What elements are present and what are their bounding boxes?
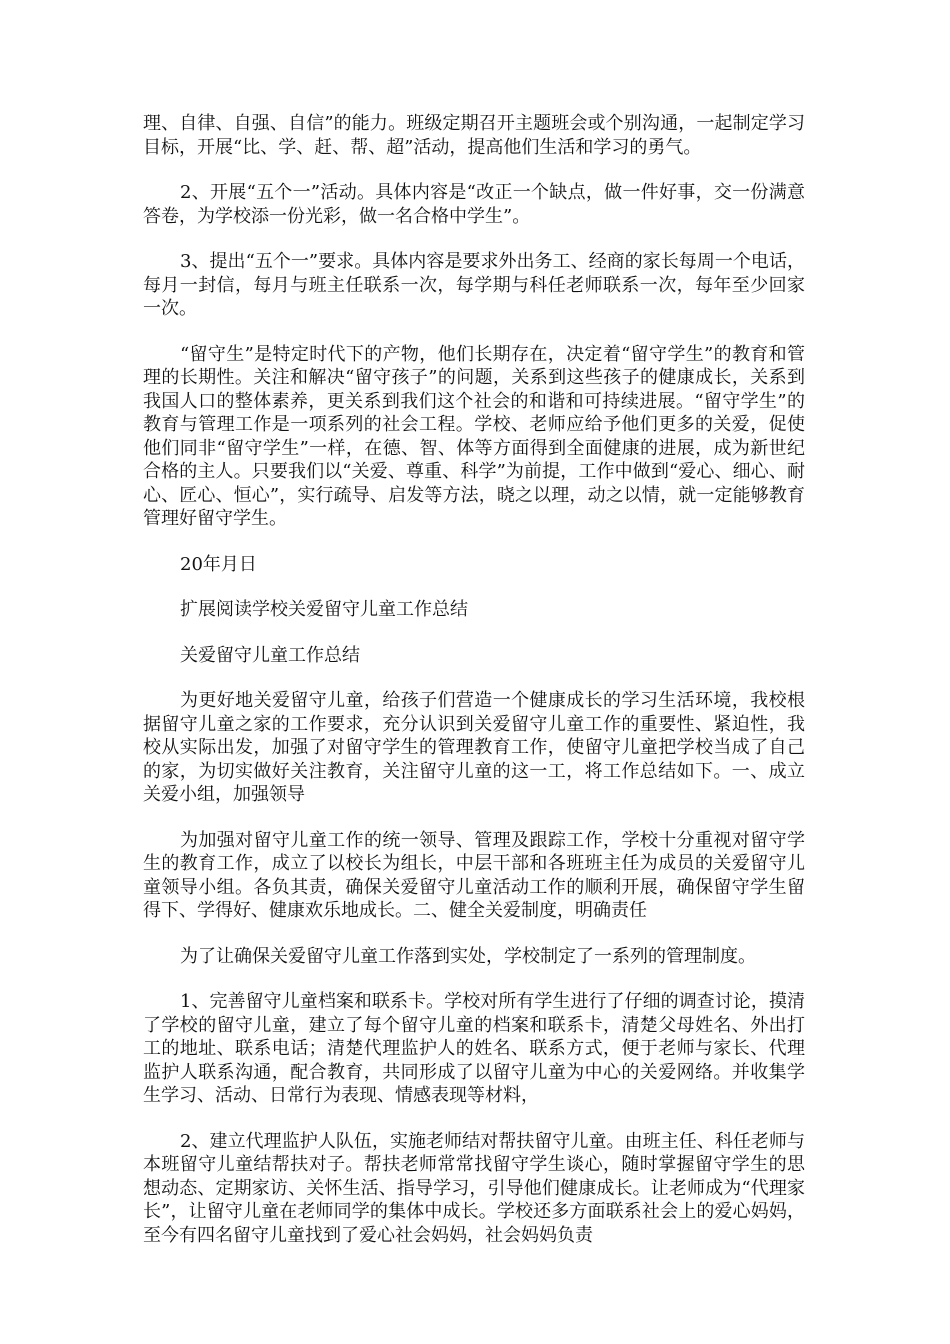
paragraph-conclusion: “留守生”是特定时代下的产物，他们长期存在，决定着“留守学生”的教育和管理的长期性。关注和解决“留守孩子”的问题，关系到这些孩子的健康成长，关系到我国人口的整体素养，更关系到我们这个社会的和谐和可持续进展。“留守学生”的教育与管理工作是一项系列的社会工程。学校、老师应给予他们更多的关爱，促使他们同非“留守学生”一样，在德、智、体等方面得到全面健康的进展，成为新世纪合格的主人。只要我们以“关爱、尊重、科学”为前提，工作中做到“爱心、细心、耐心、匠心、恒心”，实行疏导、启发等方法，晓之以理，动之以情，就一定能够教育管理好留守学生。 (143, 343, 805, 529)
paragraph-summary-title: 关爱留守儿童工作总结 (180, 644, 360, 666)
paragraph-leadership-group: 为加强对留守儿童工作的统一领导、管理及跟踪工作，学校十分重视对留守学生的教育工作，成立了以校长为组长，中层干部和各班班主任为成员的关爱留守儿童领导小组。各负其责，确保关爱留守儿童活动工作的顺利开展，确保留守学生留得下、学得好、健康欢乐地成长。二、健全关爱制度，明确责任 (143, 829, 805, 921)
paragraph-five-ones-activity: 2、开展“五个一”活动。具体内容是“改正一个缺点，做一件好事，交一份满意答卷，为学校添一份光彩，做一名合格中学生”。 (143, 182, 805, 227)
paragraph-management-system: 为了让确保关爱留守儿童工作落到实处，学校制定了一系列的管理制度。 (180, 945, 756, 967)
paragraph-date: 20年月日 (180, 553, 257, 575)
paragraph-extended-reading-title: 扩展阅读学校关爱留守儿童工作总结 (180, 599, 468, 620)
paragraph-archives-and-cards: 1、完善留守儿童档案和联系卡。学校对所有学生进行了仔细的调查讨论，摸清了学校的留守儿童，建立了每个留守儿童的档案和联系卡，清楚父母姓名、外出打工的地址、联系电话；清楚代理监护人的姓名、联系方式，便于老师与家长、代理监护人联系沟通，配合教育，共同形成了以留守儿童为中心的关爱网络。并收集学生学习、活动、日常行为表现、情感表现等材料， (143, 991, 805, 1106)
paragraph-five-ones-requirements: 3、提出“五个一”要求。具体内容是要求外出务工、经商的家长每周一个电话，每月一封信，每月与班主任联系一次，每学期与科任老师联系一次，每年至少回家一次。 (143, 251, 805, 319)
paragraph-summary-intro: 为更好地关爱留守儿童，给孩子们营造一个健康成长的学习生活环境，我校根据留守儿童之家的工作要求，充分认识到关爱留守儿童工作的重要性、紧迫性，我校从实际出发，加强了对留守学生的管理教育工作，使留守儿童把学校当成了自己的家，为切实做好关注教育，关注留守儿童的这一工，将工作总结如下。一、成立关爱小组，加强领导 (143, 690, 805, 805)
paragraph-guardian-team: 2、建立代理监护人队伍，实施老师结对帮扶留守儿童。由班主任、科任老师与本班留守儿童结帮扶对子。帮扶老师常常找留守学生谈心，随时掌握留守学生的思想动态、定期家访、关怀生活、指导学习，引导他们健康成长。让老师成为“代理家长”，让留守儿童在老师同学的集体中成长。学校还多方面联系社会上的爱心妈妈，至今有四名留守儿童找到了爱心社会妈妈，社会妈妈负责 (143, 1130, 805, 1246)
document-page (143, 112, 805, 1269)
paragraph-continuation: 理、自律、自强、自信”的能力。班级定期召开主题班会或个别沟通，一起制定学习目标，开展“比、学、赶、帮、超”活动，提高他们生活和学习的勇气。 (143, 113, 805, 158)
